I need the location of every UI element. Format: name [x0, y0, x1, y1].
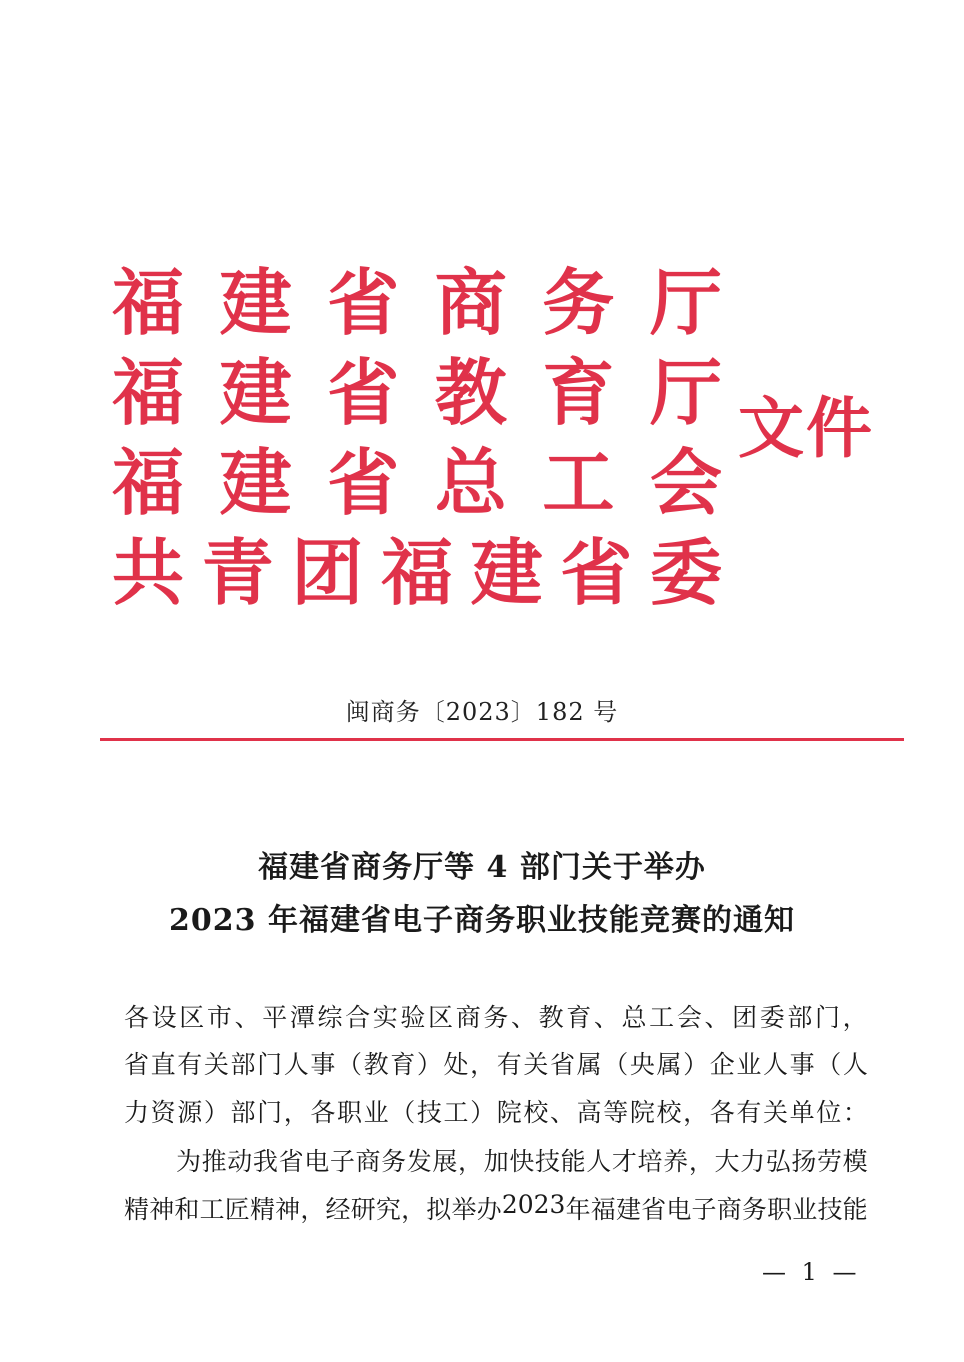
body-char: 加: [483, 1147, 509, 1176]
body-char: 职: [767, 1195, 793, 1224]
body-char: 发: [406, 1147, 432, 1176]
body-char: 校: [656, 1098, 682, 1127]
body-char: 业: [363, 1098, 389, 1127]
body-char: 等: [603, 1098, 629, 1127]
body-char: 举: [451, 1195, 477, 1224]
body-char: 源: [177, 1098, 203, 1127]
body-char: 工: [443, 1098, 469, 1127]
body-char: ，: [300, 1195, 326, 1224]
body-line-3: [124, 1093, 868, 1129]
body-char: 、: [550, 1098, 576, 1127]
body-char: 力: [740, 1147, 766, 1176]
body-char: 扬: [791, 1147, 817, 1176]
body-char: 属: [576, 1050, 602, 1079]
body-char: 快: [509, 1147, 535, 1176]
body-char: 各: [124, 1003, 150, 1032]
document-number: 闽商务〔2023〕182 号: [345, 698, 619, 726]
body-char: ：: [842, 1098, 868, 1127]
body-char: 处: [443, 1050, 469, 1079]
document-title-line-2: 2023 年福建省电子商务职业技能竞赛的通知: [169, 903, 795, 938]
body-char: 劳: [817, 1147, 843, 1176]
body-line-1: [124, 998, 868, 1034]
body-char: 力: [124, 1098, 150, 1127]
body-char: 市: [206, 1003, 232, 1032]
body-char: 子: [691, 1195, 717, 1224]
body-char: 业: [736, 1050, 762, 1079]
body-char: 我: [252, 1147, 278, 1176]
body-char: 动: [227, 1147, 253, 1176]
body-char: ）: [203, 1098, 229, 1127]
body-char: 商: [716, 1195, 742, 1224]
body-char: 人: [842, 1050, 868, 1079]
body-char: 、: [510, 1003, 536, 1032]
body-char: 商: [455, 1003, 481, 1032]
body-char: 务: [381, 1147, 407, 1176]
body-char: 、: [704, 1003, 730, 1032]
body-char: 培: [637, 1147, 663, 1176]
body-char: 神: [149, 1195, 175, 1224]
page-number: — 1 —: [762, 1258, 861, 1286]
body-char: 直: [150, 1050, 176, 1079]
issuer-education: 福 建 省 教 育 厅: [112, 350, 722, 435]
body-char: 属: [656, 1050, 682, 1079]
body-char: 教: [363, 1050, 389, 1079]
body-char: 能: [560, 1147, 586, 1176]
body-char: ，: [458, 1147, 484, 1176]
body-char: 关: [523, 1050, 549, 1079]
body-char: 位: [816, 1098, 842, 1127]
body-line-2: [124, 1045, 868, 1081]
body-char: 门: [257, 1098, 283, 1127]
body-char: 省: [641, 1195, 667, 1224]
body-char: 务: [741, 1195, 767, 1224]
body-char: ，: [401, 1195, 427, 1224]
body-char: 、: [234, 1003, 260, 1032]
body-char: 有: [177, 1050, 203, 1079]
body-char: 技: [817, 1195, 843, 1224]
body-char: （: [337, 1050, 363, 1079]
body-char: 拟: [426, 1195, 452, 1224]
body-char: ，: [283, 1098, 309, 1127]
body-char: 业: [792, 1195, 818, 1224]
body-char: 推: [201, 1147, 227, 1176]
body-char: 院: [496, 1098, 522, 1127]
body-char: 总: [621, 1003, 647, 1032]
body-char: ，: [842, 1003, 868, 1032]
body-char: 综: [317, 1003, 343, 1032]
body-char: 会: [676, 1003, 702, 1032]
body-char: 潭: [289, 1003, 315, 1032]
body-char: 究: [375, 1195, 401, 1224]
body-line-4: [176, 1142, 868, 1178]
body-char: 、: [593, 1003, 619, 1032]
body-char: 部: [787, 1003, 813, 1032]
body-char: 才: [611, 1147, 637, 1176]
body-char: 团: [732, 1003, 758, 1032]
red-divider: [100, 738, 904, 741]
body-char: （: [816, 1050, 842, 1079]
issuer-trade-union: 福 建 省 总 工 会: [112, 440, 722, 525]
body-char: 人: [586, 1147, 612, 1176]
body-char: 工: [199, 1195, 225, 1224]
body-char: ）: [470, 1098, 496, 1127]
body-char: 关: [203, 1050, 229, 1079]
body-char: 平: [262, 1003, 288, 1032]
body-char: 省: [124, 1050, 150, 1079]
body-char: 子: [329, 1147, 355, 1176]
issuer-commerce: 福 建 省 商 务 厅: [112, 260, 722, 345]
body-char: 技: [416, 1098, 442, 1127]
body-char: 精: [249, 1195, 275, 1224]
body-char: （: [603, 1050, 629, 1079]
body-char: 养: [663, 1147, 689, 1176]
body-char: 职: [337, 1098, 363, 1127]
document-label: 文件: [738, 389, 874, 467]
body-char: 工: [649, 1003, 675, 1032]
document-title-line-1: 福建省商务厅等 4 部门关于举办: [258, 850, 706, 885]
body-char: 为: [176, 1147, 202, 1176]
body-char: 校: [523, 1098, 549, 1127]
issuer-youth-league: 共 青 团 福 建 省 委: [112, 530, 722, 615]
body-char: 区: [428, 1003, 454, 1032]
body-char: ）: [416, 1050, 442, 1079]
body-char: 务: [483, 1003, 509, 1032]
body-char: 委: [759, 1003, 785, 1032]
body-char: 匠: [224, 1195, 250, 1224]
body-char: 各: [310, 1098, 336, 1127]
body-char: 研: [350, 1195, 376, 1224]
body-char: 展: [432, 1147, 458, 1176]
body-char: 精: [124, 1195, 150, 1224]
body-char: 院: [629, 1098, 655, 1127]
body-char: 有: [496, 1050, 522, 1079]
body-char: 电: [666, 1195, 692, 1224]
body-char: 设: [151, 1003, 177, 1032]
body-char: 单: [789, 1098, 815, 1127]
body-char: 高: [576, 1098, 602, 1127]
body-char: 验: [400, 1003, 426, 1032]
body-line-5: [124, 1190, 868, 1226]
body-char: 人: [763, 1050, 789, 1079]
body-char: 教: [538, 1003, 564, 1032]
body-char: 经: [325, 1195, 351, 1224]
body-char: 门: [815, 1003, 841, 1032]
body-char: 门: [257, 1050, 283, 1079]
body-char: 区: [179, 1003, 205, 1032]
body-char: 关: [763, 1098, 789, 1127]
body-char: 和: [174, 1195, 200, 1224]
body-char: 人: [283, 1050, 309, 1079]
body-char: 2023: [501, 1190, 566, 1219]
body-char: 省: [278, 1147, 304, 1176]
body-char: 央: [629, 1050, 655, 1079]
body-char: 事: [789, 1050, 815, 1079]
body-char: 技: [534, 1147, 560, 1176]
body-char: 育: [390, 1050, 416, 1079]
body-char: 建: [615, 1195, 641, 1224]
body-char: 资: [150, 1098, 176, 1127]
body-char: ，: [683, 1098, 709, 1127]
body-char: 大: [714, 1147, 740, 1176]
body-char: 福: [590, 1195, 616, 1224]
body-char: 合: [345, 1003, 371, 1032]
body-char: 育: [566, 1003, 592, 1032]
body-char: 年: [565, 1195, 591, 1224]
body-char: 各: [709, 1098, 735, 1127]
body-char: 事: [310, 1050, 336, 1079]
body-char: 企: [709, 1050, 735, 1079]
body-char: 省: [550, 1050, 576, 1079]
body-char: 商: [355, 1147, 381, 1176]
body-char: ，: [470, 1050, 496, 1079]
body-char: 实: [372, 1003, 398, 1032]
body-char: 能: [842, 1195, 868, 1224]
body-char: 模: [842, 1147, 868, 1176]
body-char: 有: [736, 1098, 762, 1127]
body-char: 部: [230, 1098, 256, 1127]
body-char: 弘: [765, 1147, 791, 1176]
body-char: ，: [688, 1147, 714, 1176]
body-char: 部: [230, 1050, 256, 1079]
body-char: 电: [304, 1147, 330, 1176]
issuing-authorities: [112, 258, 722, 618]
body-char: 办: [476, 1195, 502, 1224]
body-char: ）: [683, 1050, 709, 1079]
body-char: 神: [275, 1195, 301, 1224]
body-char: （: [390, 1098, 416, 1127]
